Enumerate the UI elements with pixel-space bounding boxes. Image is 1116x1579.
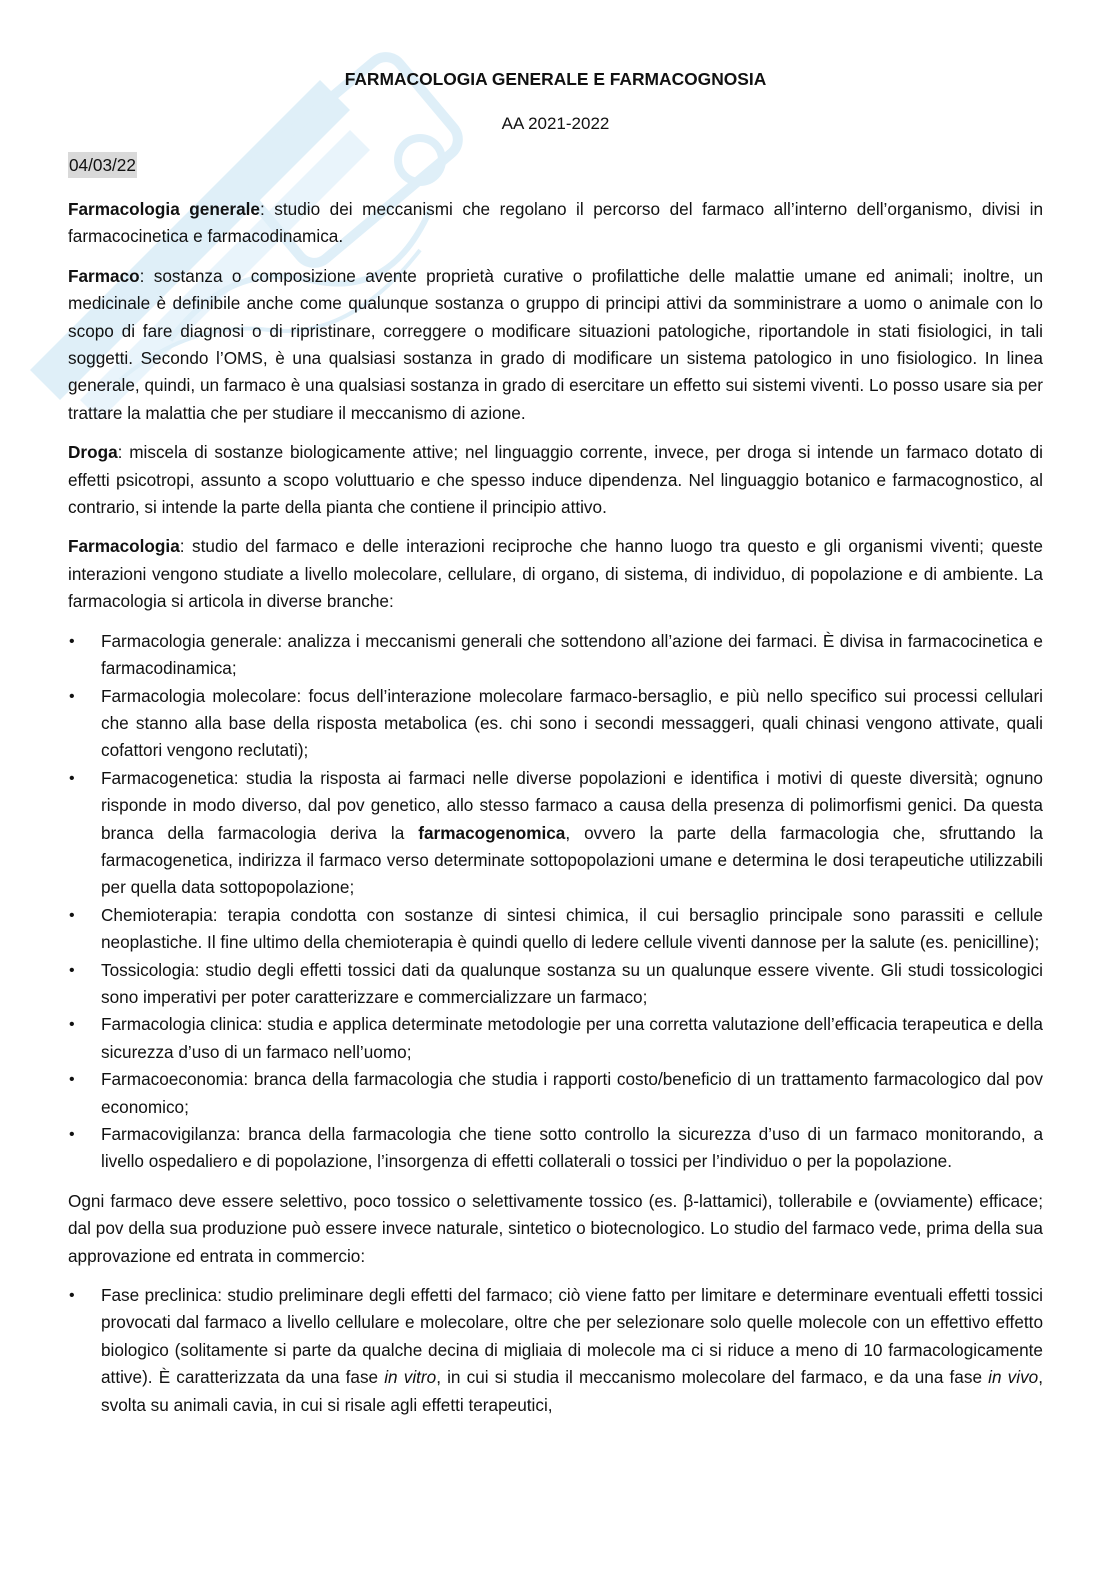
list-item-text: , in cui si studia il meccanismo molecolare del farmaco, e da una fase [436,1367,989,1388]
list-item [68,1066,1043,1121]
bullet-icon: • [69,632,75,650]
list-item-text: Farmacovigilanza: branca della farmacologia che tiene sotto controllo la sicurezza d’uso di un farmaco monitorando, a livello ospedaliero e di popolazione, l’insorgenza di effetti collaterali o tossici per l’individuo o per la popolazione. [101,1124,1043,1172]
paragraph-ogni-farmaco [68,1188,1043,1270]
lecture-date: 04/03/22 [68,152,137,178]
list-item-text: Fase preclinica: studio preliminare degli effetti del farmaco; ciò viene fatto per limitare e determinare eventuali effetti tossici provocati dal farmaco a livello cellulare e molecolare, oltre che per selezionare solo quelle molecole con un effettivo effetto biologico (solitamente si parte da qualche decina di migliaia di molecole ma ci si riduce a meno di 10 farmacologicamente attive). È caratterizzata da una fase [101,1285,1043,1388]
term: Droga [68,442,118,463]
list-item [68,902,1043,957]
document-page [68,66,1043,1431]
list-item-text: , ovvero la parte della farmacologia che, sfruttando la farmacogenetica, indirizza il farmaco verso determinate sottopopolazioni umane e determina le dosi terapeutiche utilizzabili per quella data sottopopolazione; [101,822,1043,898]
list-item-text: Chemioterapia: terapia condotta con sostanze di sintesi chimica, il cui bersaglio principale sono parassiti e cellule neoplastiche. Il fine ultimo della chemioterapia è quindi quello di ledere cellule viventi dannose per la salute (es. penicilline); [101,904,1043,953]
list-item [68,1011,1043,1066]
list-item-bold-term: farmacogenomica [418,822,566,843]
academic-year: AA 2021-2022 [501,114,610,133]
bullet-icon: • [69,906,75,924]
list-item-text: Farmacologia generale: analizza i meccanismi generali che sottendono all’azione dei farmaci. È divisa in farmacocinetica e farmacodinamica; [101,630,1043,679]
bullet-icon: • [69,961,75,979]
branches-list [68,628,1043,1176]
list-item [68,683,1043,765]
definition: : sostanza o composizione avente proprietà curative o profilattiche delle malattie umane ed animali; inoltre, un medicinale è definibile anche come qualunque sostanza o gruppo di principi attivi da somministrare a uomo o animale con lo scopo di fare diagnosi o di ripristinare, correggere o modificare situazioni patologiche, riportandole in stati fisiologici, in tali soggetti. Secondo l’OMS, è una qualsiasi sostanza in grado di modificare un sistema patologico in uno fisiologico. In linea generale, quindi, un farmaco è una qualsiasi sostanza in grado di esercitare un effetto sui sistemi viventi. Lo posso usare sia per trattare la malattia che per studiare il meccanismo di azione. [68,265,1043,423]
italic-term: in vivo [988,1367,1039,1388]
list-item-text: Farmacologia clinica: studia e applica determinate metodologie per una corretta valutazione dell’efficacia terapeutica e della sicurezza d’uso di un farmaco nell’uomo; [101,1014,1043,1062]
bullet-icon: • [69,1287,75,1305]
list-item [68,957,1043,1012]
bullet-icon: • [69,1071,75,1089]
paragraph-farmaco [68,263,1043,427]
paragraph-text: Ogni farmaco deve essere selettivo, poco tossico o selettivamente tossico (es. β-lattamici), tollerabile e (ovviamente) efficace; dal pov della sua produzione può essere invece naturale, sintetico o biotecnologico. Lo studio del farmaco vede, prima della sua approvazione ed entrata in commercio: [68,1190,1043,1266]
term: Farmacologia generale [68,199,260,219]
bullet-icon: • [69,769,75,787]
list-item-text: , svolta su animali cavia, in cui si risale agli effetti terapeutici, [101,1367,1044,1415]
list-item-text: Tossicologia: studio degli effetti tossici dati da qualunque sostanza su un qualunque essere vivente. Gli studi tossicologici sono imperativi per poter caratterizzare e commercializzare un farmaco; [101,959,1043,1007]
list-item [68,628,1043,683]
definition: : studio del farmaco e delle interazioni reciproche che hanno luogo tra questo e gli organismi viventi; queste interazioni vengono studiate a livello molecolare, cellulare, di organo, di sistema, di individuo, di popolazione e di ambiente. La farmacologia si articola in diverse branche: [68,536,1043,612]
term: Farmacologia [68,536,180,557]
paragraph-farmacologia [68,533,1043,615]
document-title: FARMACOLOGIA GENERALE E FARMACOGNOSIA [344,69,767,89]
list-item-text: Farmacologia molecolare: focus dell’interazione molecolare farmaco-bersaglio, e più nello specifico sui processi cellulari che stanno alla base della risposta metabolica (es. chi sono i secondi messaggeri, quali chinasi vengono attivate, quali cofattori vengono reclutati); [101,685,1043,761]
list-item-text: Farmacoeconomia: branca della farmacologia che studia i rapporti costo/beneficio di un trattamento farmacologico dal pov economico; [101,1069,1043,1117]
bullet-icon: • [69,1016,75,1034]
paragraph-farmacologia-generale [68,196,1043,251]
definition: : studio dei meccanismi che regolano il percorso del farmaco all’interno dell’organismo, divisi in farmacocinetica e farmacodinamica. [68,199,1043,247]
definition: : miscela di sostanze biologicamente attive; nel linguaggio corrente, invece, per droga si intende un farmaco dotato di effetti psicotropi, assunto a scopo voluttuario e che spesso induce dipendenza. Nel linguaggio botanico e farmacognostico, al contrario, si intende la parte della pianta che contiene il principio attivo. [68,442,1043,518]
list-item-text: Farmacogenetica: studia la risposta ai farmaci nelle diverse popolazioni e identifica i motivi di queste diversità; ognuno risponde in modo diverso, dal pov genetico, allo stesso farmaco a causa della presenza di polimorfismi genici. Da questa branca della farmacologia deriva la [101,767,1043,843]
bullet-icon: • [69,1126,75,1143]
list-item [68,765,1043,902]
italic-term: in vitro [384,1367,437,1388]
phases-list [68,1282,1043,1419]
list-item [68,1282,1043,1419]
paragraph-droga [68,439,1043,521]
list-item [68,1121,1043,1176]
term: Farmaco [68,265,140,286]
bullet-icon: • [69,687,75,705]
